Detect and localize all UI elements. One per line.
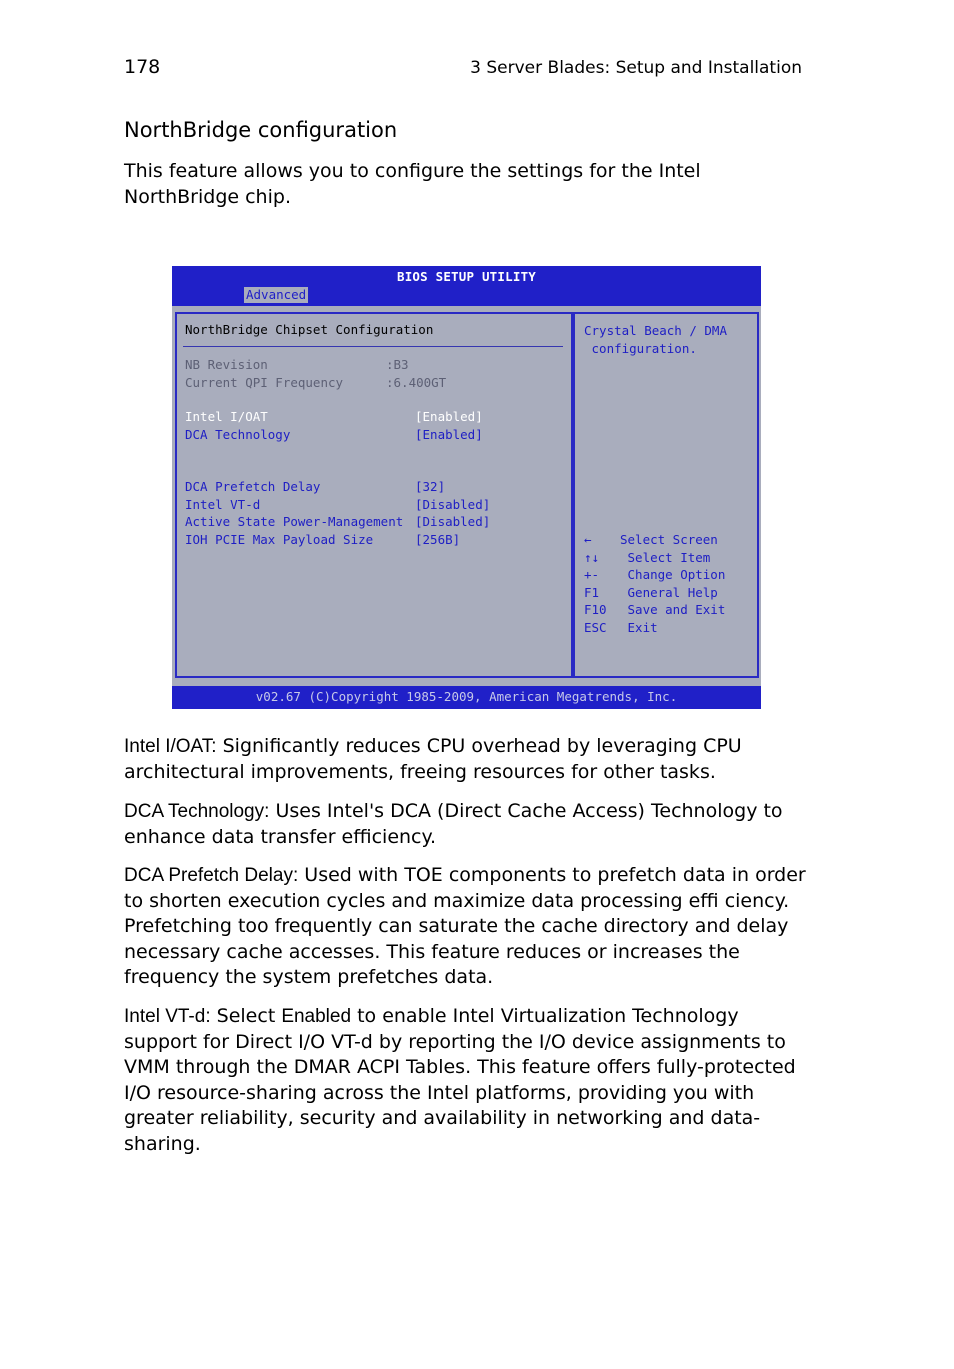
- info-value: :6.400GT: [386, 375, 447, 390]
- arrow-left-icon: ←: [584, 532, 592, 547]
- term-dca-technology: DCA Technology:: [124, 801, 270, 822]
- desc-intel-ioat: [124, 734, 814, 785]
- option-value: [Enabled]: [415, 427, 483, 442]
- desc-dca-technology: [124, 799, 814, 850]
- option-value: [Disabled]: [415, 514, 491, 529]
- desc-text: to enable Intel Virtualization Technology support for Direct I/O VT-d by reporting the I/O device assignments to VMM through the DMAR ACPI Tables. This feature offers fully-protected I/O resource-sharing across the Intel platforms, providing you with greater reliability, security and availability in networking and data-sharing.: [124, 1005, 796, 1155]
- intro-paragraph: This feature allows you to configure the settings for the Intel NorthBridge chip.: [124, 160, 701, 208]
- option-value: [Enabled]: [415, 409, 483, 424]
- key-esc: ESC: [584, 620, 607, 635]
- page-number: 178: [124, 56, 161, 78]
- option-label: Intel I/OAT: [185, 409, 268, 424]
- term-enabled: Enabled: [281, 1006, 352, 1027]
- bios-titlebar: [172, 266, 761, 306]
- bios-screenshot: [172, 266, 761, 709]
- key-plus-minus: +-: [584, 567, 600, 582]
- option-label: Intel VT-d: [185, 497, 261, 512]
- bios-heading-rule: [183, 346, 563, 347]
- desc-text: Uses Intel's DCA (Direct Cache Access) Technology to enhance data transfer efficiency.: [124, 800, 783, 848]
- option-value: [32]: [415, 479, 446, 494]
- bios-panel-divider: [571, 312, 574, 678]
- info-label: NB Revision: [185, 357, 268, 372]
- option-label: DCA Technology: [185, 427, 291, 442]
- desc-text: Used with TOE components to prefetch data in order to shorten execution cycles and maximize data processing effi ciency. Prefetching too frequently can saturate the cache directory and delay necessary cache accesses. This feature reduces or increases the frequency the system prefetches data.: [124, 864, 806, 988]
- bios-title: BIOS SETUP UTILITY: [396, 269, 537, 284]
- option-value: [256B]: [415, 532, 461, 547]
- key-f10: F10: [584, 602, 607, 617]
- tab-advanced[interactable]: Advanced: [246, 287, 307, 302]
- desc-text: Significantly reduces CPU overhead by leveraging CPU architectural improvements, freeing resources for other tasks.: [124, 735, 742, 783]
- option-label: Active State Power-Management: [185, 514, 404, 529]
- section-title: NorthBridge configuration: [124, 118, 398, 142]
- bios-tab-underline: [172, 303, 761, 306]
- key-desc: Select Screen: [620, 532, 718, 547]
- key-desc: Change Option: [620, 567, 726, 582]
- bios-heading: NorthBridge Chipset Configuration: [185, 322, 434, 337]
- info-label: Current QPI Frequency: [185, 375, 344, 390]
- option-label: IOH PCIE Max Payload Size: [185, 532, 374, 547]
- key-f1: F1: [584, 585, 600, 600]
- bios-footer: [172, 686, 761, 709]
- help-line: Crystal Beach / DMA: [584, 323, 727, 338]
- desc-text: Select: [210, 1005, 282, 1027]
- info-value: :B3: [386, 357, 409, 372]
- key-desc: General Help: [620, 585, 718, 600]
- bios-copyright: v02.67 (C)Copyright 1985-2009, American Megatrends, Inc.: [255, 689, 678, 704]
- key-desc: Select Item: [620, 550, 711, 565]
- term-intel-ioat: Intel I/OAT:: [124, 736, 217, 757]
- option-label: DCA Prefetch Delay: [185, 479, 321, 494]
- help-line: configuration.: [584, 341, 697, 356]
- arrow-up-down-icon: ↑↓: [584, 550, 600, 565]
- key-desc: Save and Exit: [620, 602, 726, 617]
- key-desc: Exit: [620, 620, 658, 635]
- help-text: [584, 322, 727, 358]
- term-dca-prefetch: DCA Prefetch Delay:: [124, 865, 299, 886]
- desc-intel-vt-d: [124, 1004, 814, 1157]
- term-intel-vt-d: Intel VT-d:: [124, 1006, 211, 1027]
- running-header: 3 Server Blades: Setup and Installation: [470, 58, 802, 78]
- desc-dca-prefetch: [124, 863, 814, 991]
- option-value: [Disabled]: [415, 497, 491, 512]
